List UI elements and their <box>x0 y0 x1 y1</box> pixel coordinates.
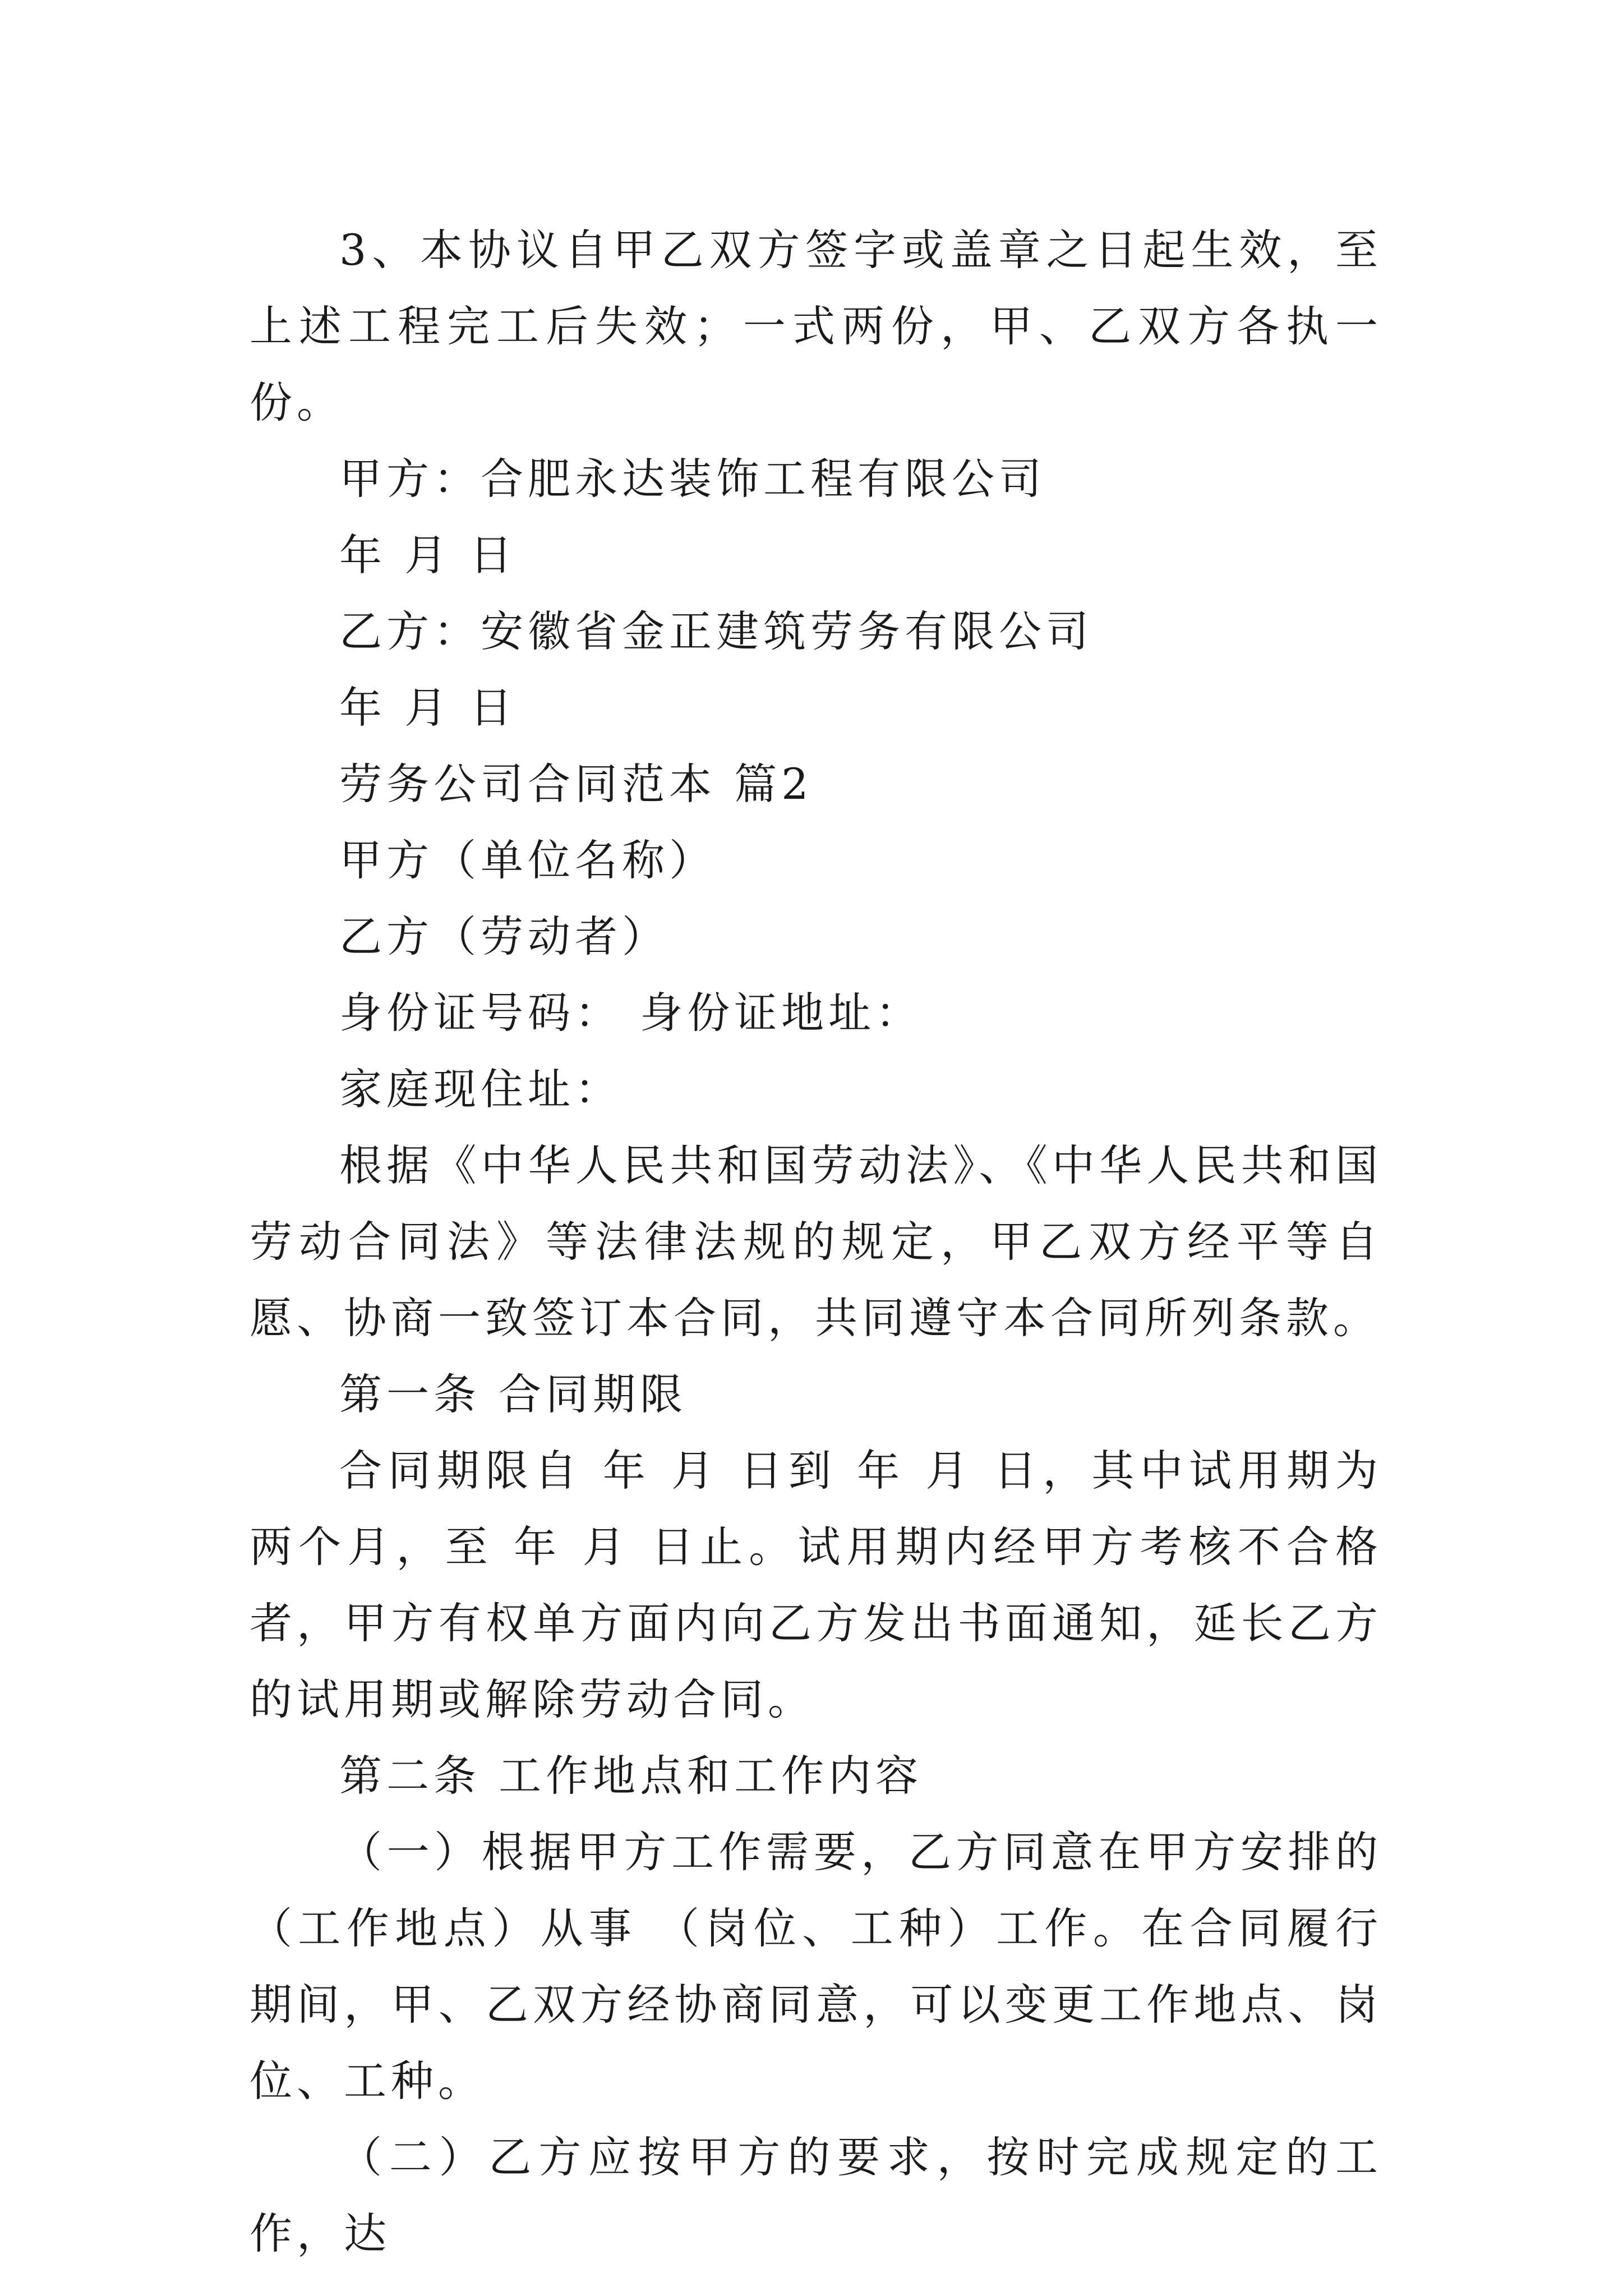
party-b-signature-line: 乙方：安徽省金正建筑劳务有限公司 <box>339 606 1093 656</box>
party-a-field: 甲方（单位名称） <box>339 835 716 885</box>
party-a-signature-line: 甲方：合肥永达装饰工程有限公司 <box>339 454 1046 504</box>
home-address-field: 家庭现住址： <box>339 1064 622 1114</box>
party-a-date-line: 年 月 日 <box>339 530 517 580</box>
party-b-field: 乙方（劳动者） <box>339 912 669 961</box>
paragraph-contract-term: 合同期限自 年 月 日到 年 月 日，其中试用期为两个月，至 年 月 日止。试用期内经甲方考核不合格者，甲方有权单方面内向乙方发出书面通知，延长乙方的试用期或解除劳动合同。 <box>250 1446 1382 1724</box>
id-number-address-field: 身份证号码： 身份证地址： <box>339 988 923 1038</box>
paragraph-legal-basis: 根据《中华人民共和国劳动法》、《中华人民共和国劳动合同法》等法律法规的规定，甲乙双方经平等自愿、协商一致签订本合同，共同遵守本合同所列条款。 <box>250 1140 1382 1343</box>
article-1-heading: 第一条 合同期限 <box>339 1369 688 1419</box>
paragraph-effective-clause: 3、本协议自甲乙双方签字或盖章之日起生效，至上述工程完工后失效；一式两份，甲、乙双方各执一份。 <box>250 225 1382 427</box>
party-b-date-line: 年 月 日 <box>339 683 517 733</box>
paragraph-work-requirements: （二）乙方应按甲方的要求，按时完成规定的工作，达 <box>250 2132 1382 2258</box>
article-2-heading: 第二条 工作地点和工作内容 <box>339 1751 923 1801</box>
document-body <box>250 212 1382 2272</box>
paragraph-work-location: （一）根据甲方工作需要，乙方同意在甲方安排的 （工作地点）从事 （岗位、工种）工作。在合同履行期间，甲、乙双方经协商同意，可以变更工作地点、岗位、工种。 <box>250 1827 1382 2106</box>
section-title-contract-2: 劳务公司合同范本 篇2 <box>339 759 813 809</box>
